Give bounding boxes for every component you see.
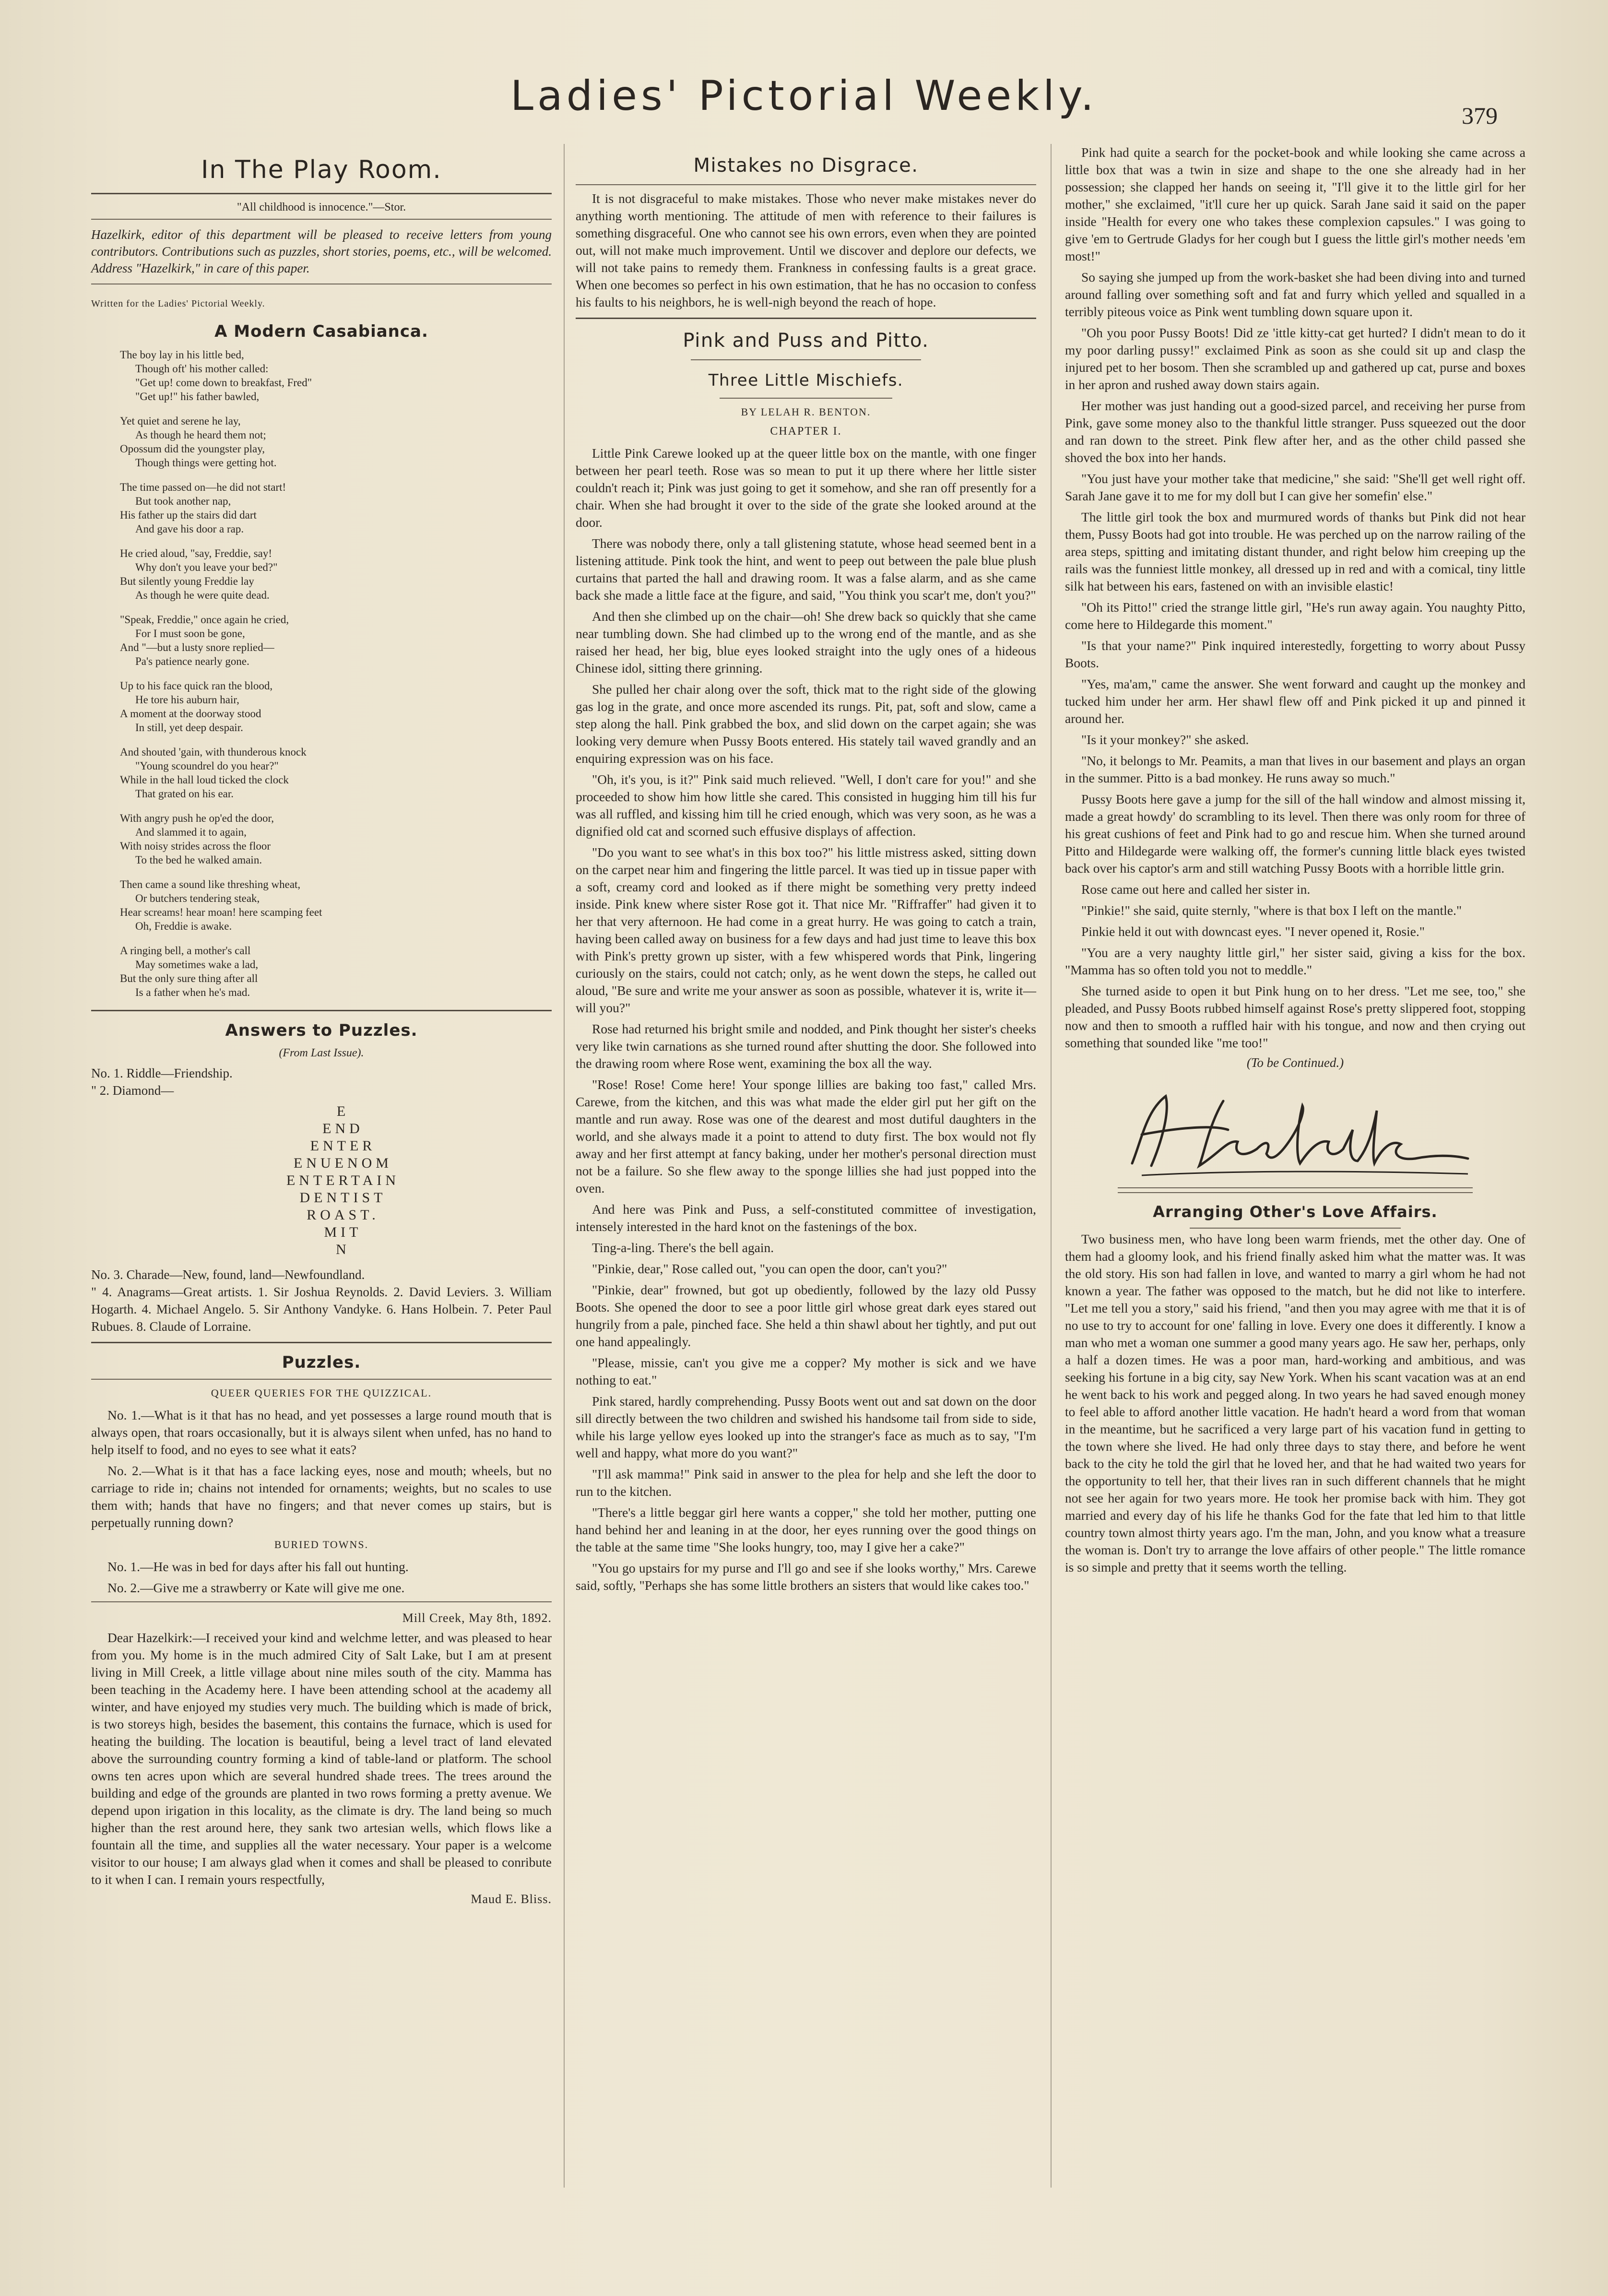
- diamond-row: N: [336, 1242, 350, 1257]
- answer-1: No. 1. Riddle—Friendship.: [91, 1066, 233, 1080]
- poem-stanza: [120, 745, 552, 801]
- poem-line: But silently young Freddie lay: [120, 575, 254, 587]
- story-paragraph: And here was Pink and Puss, a self-constituted committee of investigation, intensely interested in the hard knot on the fastenings of the box.: [576, 1202, 1036, 1234]
- column-left: [91, 144, 552, 1906]
- story-paragraph: "Please, missie, can't you give me a copper? My mother is sick and we have nothing to eat.": [576, 1355, 1036, 1387]
- poem-line: "Young scoundrel do you hear?": [135, 760, 279, 772]
- diamond-puzzle: [134, 1103, 552, 1258]
- poem-stanza: [120, 613, 552, 668]
- story-paragraph: "I'll ask mamma!" Pink said in answer to the plea for help and she left the door to run to the kitchen.: [576, 1467, 1036, 1499]
- poem-line: As though he were quite dead.: [135, 589, 270, 601]
- poem-line: But the only sure thing after all: [120, 972, 258, 984]
- poem-stanza: [120, 414, 552, 470]
- answer-2: " 2. Diamond—: [91, 1083, 174, 1098]
- poem-stanza: [120, 877, 552, 933]
- to-be-continued: (To be Continued.): [1246, 1055, 1344, 1070]
- poem-stanza: [120, 348, 552, 403]
- column-middle: [576, 144, 1036, 1598]
- divider: [576, 184, 1036, 185]
- divider: [1118, 1192, 1473, 1193]
- column-rule: [1051, 144, 1052, 2188]
- story-paragraph: Little Pink Carewe looked up at the queer little box on the mantle, with one finger between her pearl teeth. Rose was so mean to put it up there where her little sister couldn't reach it; Pink was just going to get it somehow, and she ran off presently for a chair. When she had brought it over to the side of the grate she looked around at the door.: [576, 446, 1036, 530]
- story-paragraph: "Oh, it's you, is it?" Pink said much relieved. "Well, I don't care for you!" and she proceeded to show him how little she cared. This consisted in hugging him till his fur was all ruffled, and kissing him till he cried enough, which was very soon, as he was a dignified old cat and scorned such effusive displays of affection.: [576, 772, 1036, 839]
- divider: [1190, 1228, 1401, 1229]
- story-subtitle: Three Little Mischiefs.: [708, 371, 904, 390]
- story-paragraph: Pink had quite a search for the pocket-book and while looking she came across a little box that was a twin in size and shape to the one she already had in her possession; she clapped her hands on seeing it, "I'll give it to the little girl for her mother," she exclaimed, "it'll cure her up quick. Sarah Jane said it said on the paper inside "Health for every one who takes these complexion capsules." I was going to give 'em to Gertrude Gladys for her cough but I guess the little girl's mother needs 'em most!": [1065, 145, 1525, 263]
- divider: [91, 1342, 552, 1343]
- poem-line: "Get up!" his father bawled,: [135, 391, 260, 402]
- answers-title: Answers to Puzzles.: [225, 1021, 418, 1040]
- poem-line: And gave his door a rap.: [135, 523, 244, 535]
- story-paragraph: Pinkie held it out with downcast eyes. "I never opened it, Rosie.": [1081, 924, 1425, 939]
- poem-line: His father up the stairs did dart: [120, 509, 257, 521]
- divider: [576, 318, 1036, 319]
- divider: [1118, 1187, 1473, 1188]
- story-paragraph: Rose had returned his bright smile and nodded, and Pink thought her sister's cheeks very like twin carnations as she turned round after shutting the door. She followed into the drawing room where Rose went, examining the box all the way.: [576, 1021, 1036, 1071]
- story-paragraph: "Pinkie, dear" frowned, but got up obediently, followed by the lazy old Pussy Boots. She opened the door to see a poor little girl whose great dark eyes stared out hungrily from a pale, pinched face. She held a thin shawl about her tightly, and put out one hand appealingly.: [576, 1282, 1036, 1349]
- poem-line: While in the hall loud ticked the clock: [120, 774, 289, 786]
- letter-dateline: Mill Creek, May 8th, 1892.: [402, 1611, 552, 1625]
- poem-line: Up to his face quick ran the blood,: [120, 680, 273, 692]
- poem-line: Yet quiet and serene he lay,: [120, 415, 241, 427]
- poem-line: May sometimes wake a lad,: [135, 959, 259, 970]
- story-paragraph: "Pinkie, dear," Rose called out, "you can open the door, can't you?": [592, 1261, 947, 1276]
- puzzle-heading-queer: QUEER QUERIES FOR THE QUIZZICAL.: [211, 1387, 432, 1399]
- section-title-play-room: In The Play Room.: [201, 155, 442, 184]
- editor-note: Hazelkirk, editor of this department will be pleased to receive letters from young contributors. Contributions such as puzzles, short stories, poems, etc., will be welcomed. Address "Hazelkirk," in care of this paper.: [91, 227, 552, 275]
- answer-3: No. 3. Charade—New, found, land—Newfoundland.: [91, 1267, 365, 1282]
- poem-line: A ringing bell, a mother's call: [120, 945, 251, 957]
- story-paragraph: She pulled her chair along over the soft, thick mat to the right side of the glowing gas log in the grate, and once more ascended its rungs. Pit, pat, soft and slow, came a step along the hall. Pink grabbed the box, and slid down on the carpet again; she was looking very demure when Pussy Boots entered. His stately tail waved grandly and an enquiring expression was on his face.: [576, 682, 1036, 766]
- poem: [120, 348, 552, 999]
- story-paragraph: Pussy Boots here gave a jump for the sill of the hall window and almost missing it, made a great howdy' do scrambling to its level. Then there was only room for three of his great cushions of feet and Pink had to go and rescue him. When she turned around Pitto and Hildegarde were walking off, the former's cunning little black eyes twisted back over his captor's arm and still watching Pussy Boots with a horrible little grin.: [1065, 792, 1525, 876]
- story-paragraph: "Rose! Rose! Come here! Your sponge lillies are baking too fast," called Mrs. Carewe, from the kitchen, and this was what made the elder girl put her gift on the mantle and run away. Rose was one of the dearest and most dutiful daughters in the world, and she always made it a point to attend to duty first. The box would not fly away and her first attempt at fancy baking, under her mother's personal direction must not be a failure. So she flew away to the sponge lillies she had just popped into the oven.: [576, 1077, 1036, 1195]
- story-byline: BY LELAH R. BENTON.: [741, 406, 871, 418]
- poem-line: Why don't you leave your bed?": [135, 561, 278, 573]
- poem-stanza: [120, 811, 552, 867]
- answer-4: " 4. Anagrams—Great artists. 1. Sir Joshua Reynolds. 2. David Leviers. 3. William Hogarth. 4. Michael Angelo. 5. Sir Anthony Vandyke. 6. Hans Holbein. 7. Peter Paul Rubues. 8. Claude of Lorraine.: [91, 1285, 552, 1334]
- story-paragraph: The little girl took the box and murmured words of thanks but Pink did not hear them, Pussy Boots had got into trouble. He was perched up on the narrow railing of the area steps, spitting and imitating distant thunder, and right below him creeping up the rails was the funniest little monkey, all dressed up in red and with a comical, tiny little silk hat between his ears, fastened on with an invisible elastic!: [1065, 509, 1525, 593]
- poem-line: To the bed he walked amain.: [135, 854, 262, 866]
- story-paragraph: "You are a very naughty little girl," her sister said, giving a kiss for the box. "Mamma has so often told you not to meddle.": [1065, 945, 1525, 977]
- poem-line: In still, yet deep despair.: [135, 722, 243, 734]
- story-paragraph: So saying she jumped up from the work-basket she had been diving into and turned around falling over something soft and fat and furry which yelled and squalled in a terribly piteous voice as Pink went tumbling down square upon it.: [1065, 270, 1525, 319]
- diamond-row: ENUENOM: [294, 1155, 392, 1171]
- diamond-row: ENTER: [310, 1138, 376, 1154]
- written-for-note: Written for the Ladies' Pictorial Weekly.: [91, 298, 265, 309]
- poem-line: For I must soon be gone,: [135, 627, 245, 639]
- diamond-row: E: [336, 1103, 350, 1119]
- story-paragraph: "Pinkie!" she said, quite sternly, "where is that box I left on the mantle.": [1081, 903, 1462, 918]
- letter-signature: Maud E. Bliss.: [471, 1892, 552, 1906]
- poem-stanza: [120, 944, 552, 999]
- story-paragraph: There was nobody there, only a tall glistening statute, whose head seemed bent in a listening attitude. Pink took the hint, and went to peep out between the pale blue plush curtains that parted the hall and drawing room. It was a false alarm, and as she came back she made a little face at the figure, and said, "You think you scar't me, don't you?": [576, 536, 1036, 603]
- poem-line: A moment at the doorway stood: [120, 708, 261, 720]
- poem-line: And shouted 'gain, with thunderous knock: [120, 746, 307, 758]
- poem-line: But took another nap,: [135, 495, 231, 507]
- story-continued-text: [1065, 144, 1525, 1052]
- buried-town-1: No. 1.—He was in bed for days after his fall out hunting.: [107, 1559, 409, 1574]
- poem-line: Opossum did the youngster play,: [120, 443, 265, 455]
- poem-line: And "—but a lusty snore replied—: [120, 641, 274, 653]
- letter-body: Dear Hazelkirk:—I received your kind and welchme letter, and was pleased to hear from you. My home is in the much admired City of Salt Lake, but I am at present living in Mill Creek, a little village about nine miles south of the city. Mamma has been teaching in the Academy here. I have been attending school at the academy all winter, and have enjoyed my studies very much. The building which is made of brick, is two storeys high, besides the basement, this contains the furnace, which is used for heating the building. The location is beautiful, being a level tract of land elevated above the surrounding country forming a kind of table-land or platform. The school owns ten acres upon which are several hundred shade trees. The trees around the building and edge of the grounds are planted in two rows forming a pretty avenue. We depend upon irigation in this locality, as the climate is dry. The land being so much higher than the rest around here, they sank two artesian wells, which flows like a fountain all the time, and supplies all the water necessary. Your paper is a welcome visitor to our house; I am always glad when it comes and shall be pleased to conribute to it when I can. I remain yours respectfully,: [91, 1630, 552, 1887]
- mistakes-title: Mistakes no Disgrace.: [693, 154, 919, 177]
- story-paragraph: And then she climbed up on the chair—oh! She drew back so quickly that she came near tumbling down. She had climbed up to the wrong end of the mantle, and as she raised her head, her big, blue eyes looked straight into the ugly ones of a hideous Chinese idol, sitting there grinning.: [576, 609, 1036, 675]
- poem-line: And slammed it to again,: [135, 826, 247, 838]
- poem-line: He cried aloud, "say, Freddie, say!: [120, 547, 272, 559]
- divider: [720, 398, 892, 399]
- poem-line: That grated on his ear.: [135, 788, 234, 800]
- answers-subtitle: (From Last Issue).: [279, 1047, 364, 1059]
- divider: [91, 1010, 552, 1011]
- story-paragraph: "You go upstairs for my purse and I'll go and see if she looks worthy," Mrs. Carewe said, softly, "Perhaps she has some little brothers an sisters that would like cakes too.": [576, 1561, 1036, 1593]
- divider: [91, 193, 552, 194]
- poem-line: Though oft' his mother called:: [135, 363, 269, 375]
- poem-title: A Modern Casabianca.: [214, 322, 428, 341]
- poem-line: Oh, Freddie is awake.: [135, 920, 232, 932]
- story-text: [576, 445, 1036, 1594]
- story-paragraph: "Do you want to see what's in this box too?" his little mistress asked, sitting down on the carpet near him and fingering the little parcel. It was tied up in tissue paper with a soft, creamy cord and looked as if there might be something very pretty indeed inside. Pink knew where sister Rose got it. That nice Mr. "Riffraffer" had given it to her that very afternoon. He had come in a great hurry. He was going to catch a train, having been called away on business for a few days and had just time to leave this box with Pink's pretty grown up sister, with a few whispered words that Pink, lingering curiously on the stairs, could not catch; only, as he went down the steps, he called out aloud, "Be sure and write me your answer as soon as possible, whatever it is, write it—will you?": [576, 845, 1036, 1015]
- poem-line: With angry push he op'ed the door,: [120, 812, 274, 824]
- poem-line: With noisy strides across the floor: [120, 840, 271, 852]
- poem-line: He tore his auburn hair,: [135, 694, 239, 706]
- buried-town-2: No. 2.—Give me a strawberry or Kate will give me one.: [107, 1580, 405, 1595]
- masthead: Ladies' Pictorial Weekly.: [510, 72, 1098, 120]
- diamond-row: MIT: [324, 1224, 362, 1240]
- puzzles-title: Puzzles.: [282, 1353, 361, 1372]
- column-right: [1065, 144, 1525, 1580]
- poem-line: Though things were getting hot.: [135, 457, 277, 469]
- divider: [91, 219, 552, 220]
- hazelkirk-signature: [1113, 1082, 1478, 1183]
- divider: [91, 1379, 552, 1380]
- story-paragraph: Pink stared, hardly comprehending. Pussy Boots went out and sat down on the door sill directly between the two children and swished his handsome tail from side to side, while his large yellow eyes looked up into the stranger's face as much as to say, "I'm well and happy, what more do you want?": [576, 1394, 1036, 1460]
- mistakes-body: It is not disgraceful to make mistakes. Those who never make mistakes never do anything worth mentioning. The attitude of men with reference to their failures is something disgraceful. One who cannot see his own errors, even when they are pointed out, will not make much improvement. Until we discover and deplore our defects, we will not take pains to remedy them. Frankness in confessing faults is a great grace. When one becomes so perfect in his own estimation, that he has no occasion to confess his faults to his neighbors, he is well-nigh beyond the reach of hope.: [576, 191, 1036, 309]
- story-paragraph: "No, it belongs to Mr. Peamits, a man that lives in our basement and plays an organ in the summer. Pitto is a bad monkey. He runs away so much.": [1065, 753, 1525, 785]
- poem-line: The boy lay in his little bed,: [120, 349, 244, 361]
- poem-stanza: [120, 679, 552, 734]
- poem-line: Is a father when he's mad.: [135, 986, 250, 998]
- poem-line: Or butchers tendering steak,: [135, 892, 260, 904]
- love-affairs-title: Arranging Other's Love Affairs.: [1153, 1203, 1438, 1221]
- story-paragraph: "Is that your name?" Pink inquired interestedly, forgetting to worry about Pussy Boots.: [1065, 638, 1525, 670]
- story-paragraph: "Is it your monkey?" she asked.: [1081, 732, 1249, 747]
- poem-line: Hear screams! hear moan! here scamping feet: [120, 906, 322, 918]
- poem-line: The time passed on—he did not start!: [120, 481, 286, 493]
- puzzle-question-2: No. 2.—What is it that has a face lacking eyes, nose and mouth; wheels, but no carriage to ride in; chains not intended for ornaments; weights, but no scales to use them with; hands that have no fingers; and that never comes up stairs, but is perpetually running down?: [91, 1463, 552, 1530]
- motto: "All childhood is innocence."—Stor.: [236, 201, 406, 213]
- diamond-row: ROAST.: [307, 1207, 379, 1223]
- divider: [691, 359, 921, 360]
- poem-line: Then came a sound like threshing wheat,: [120, 878, 301, 890]
- poem-stanza: [120, 480, 552, 536]
- puzzle-heading-buried: BURIED TOWNS.: [274, 1539, 369, 1550]
- story-paragraph: "Oh you poor Pussy Boots! Did ze 'ittle kitty-cat get hurted? I didn't mean to do it my poor darling pussy!" exclaimed Pink as soon as she could sit up and clasp the injured pet to her bosom. Then she scrambled up and gathered up cat, purse and boxes in her apron and rushed away down stairs again.: [1065, 325, 1525, 392]
- story-paragraph: "Yes, ma'am," came the answer. She went forward and caught up the monkey and tucked him under her arm. Her shawl flew off and Pink picked it up and pinned it around her.: [1065, 676, 1525, 726]
- story-paragraph: "Oh its Pitto!" cried the strange little girl, "He's run away again. You naughty Pitto, come here to Hildegarde this moment.": [1065, 600, 1525, 632]
- column-rule: [564, 144, 565, 2188]
- love-affairs-body: Two business men, who have long been warm friends, met the other day. One of them had a gloomy look, and his friend finally asked him what the matter was. It was the old story. His son had fallen in love, and wanted to marry a girl whom he had not known a year. The father was opposed to the match, but he did not like to interfere. "Let me tell you a story," said his friend, "and then you may agree with me that it is of no use to try to account for one' falling in love. Every one does it differently. I know a man who met a woman one summer a good many years ago. He saw her, perhaps, only a half a dozen times. He was a poor man, hard-working and ambitious, and was seeking his fortune in a big city, say New York. When his scant vacation was at an end he went back to his work and pegged along. In two years he had saved enough money to feel able to afford another little vacation. He hadn't heard a word from that woman in the meantime, but he sacrificed a very large part of his vacation fund in getting to the town where she lived. He had only three days to stay there, and before he went back to the city he told the girl that he loved her, and that he had waited two years for the opportunity to tell her, that their lives ran in such different channels that he might not see her again for two years more. He took her promise back with him. They got married and every day of his life he thanks God for the fate that led him to that little country town almost thirty years ago. I'm the man, John, and you know what a treasure the woman is. Don't try to arrange the love affairs of other people." The little romance is so simple and pretty that it seems worth the telling.: [1065, 1231, 1525, 1574]
- story-title: Pink and Puss and Pitto.: [683, 330, 929, 352]
- divider: [91, 1601, 552, 1602]
- story-paragraph: She turned aside to open it but Pink hung on to her dress. "Let me see, too," she pleaded, and Pussy Boots rubbed himself against Rose's pretty slippered foot, stopping now and then to smooth a ruffled hair with his tongue, and now and then crying out something that sounded like "me too!": [1065, 983, 1525, 1050]
- poem-line: As though he heard them not;: [135, 429, 266, 441]
- poem-stanza: [120, 546, 552, 602]
- story-paragraph: Her mother was just handing out a good-sized parcel, and receiving her purse from Pink, gave some money also to the thankful little stranger. Puss squeezed out the door and ran down to the street. Pink flew after her, and as the other child passed she shoved the box into her hands.: [1065, 398, 1525, 465]
- story-paragraph: Rose came out here and called her sister in.: [1081, 882, 1311, 897]
- story-paragraph: "You just have your mother take that medicine," she said: "She'll get well right off. Sarah Jane gave it to me for my doll but I can give her somefin' else.": [1065, 471, 1525, 503]
- poem-line: "Speak, Freddie," once again he cried,: [120, 614, 289, 626]
- diamond-row: END: [322, 1121, 364, 1136]
- poem-line: "Get up! come down to breakfast, Fred": [135, 377, 312, 389]
- story-paragraph: Ting-a-ling. There's the bell again.: [592, 1240, 774, 1255]
- puzzle-question-1: No. 1.—What is it that has no head, and yet possesses a large round mouth that is always open, that roars occasionally, but it is always silent when unfed, has no hand to help itself to food, and no eyes to see what it eats?: [91, 1408, 552, 1457]
- story-chapter: CHAPTER I.: [770, 425, 842, 438]
- story-paragraph: "There's a little beggar girl here wants a copper," she told her mother, putting one hand behind her and leaning in at the door, her eyes running over the good things on the table at the same time "She looks hungry, too, may I give her a cake?": [576, 1505, 1036, 1554]
- poem-line: Pa's patience nearly gone.: [135, 655, 249, 667]
- diamond-row: DENTIST: [299, 1190, 387, 1206]
- diamond-row: ENTERTAIN: [286, 1172, 400, 1188]
- page-number: 379: [1462, 102, 1498, 129]
